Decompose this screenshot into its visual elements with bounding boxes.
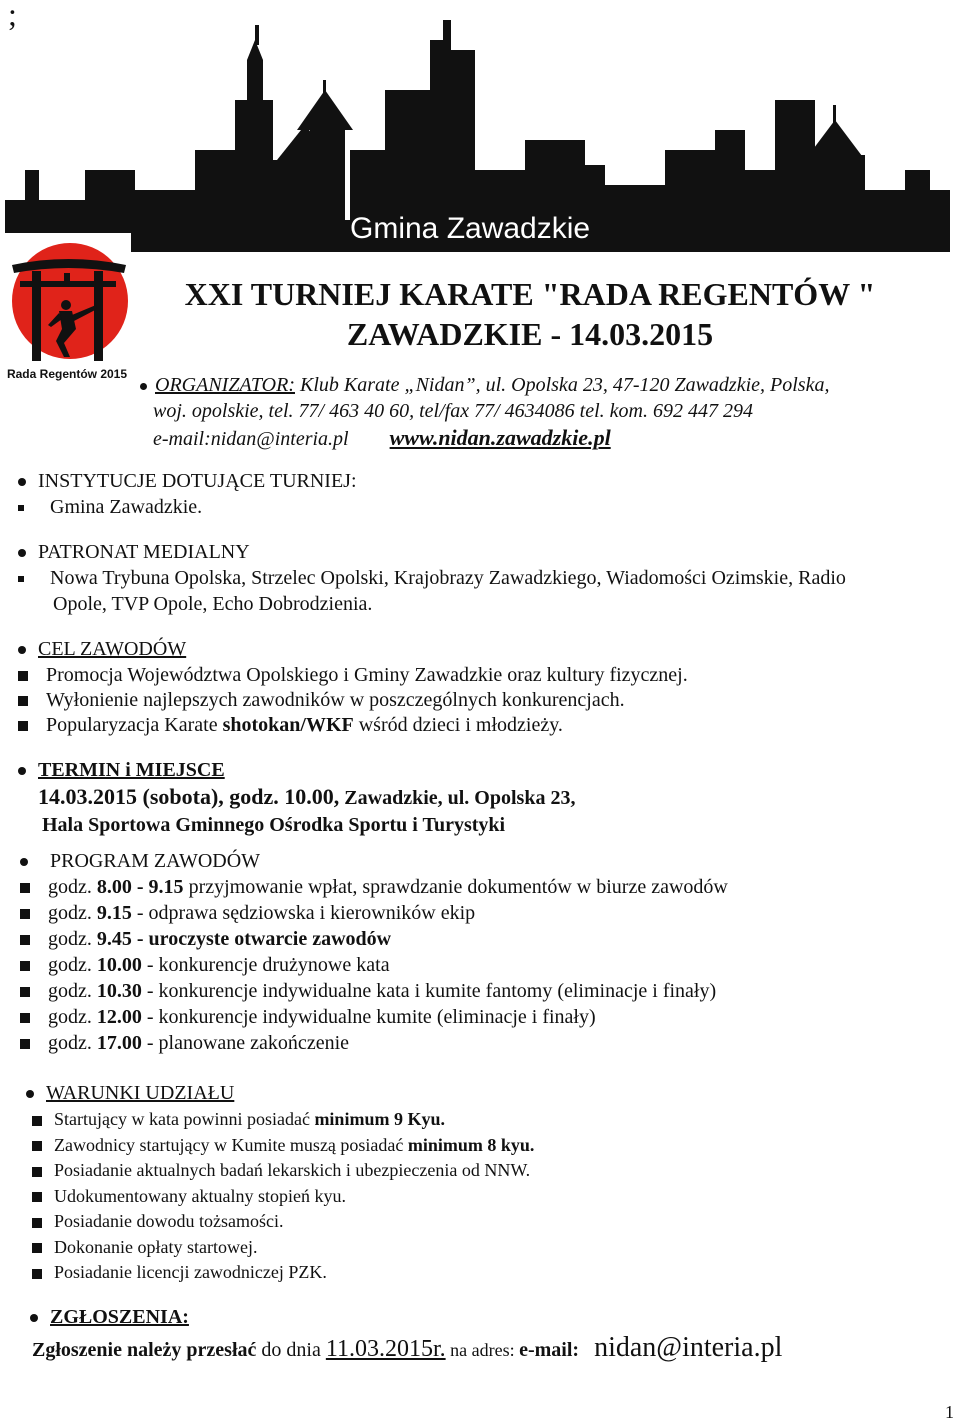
patronat-line2: Opole, TVP Opole, Echo Dobrodzienia. bbox=[53, 593, 373, 615]
section-dotujace-heading: INSTYTUCJE DOTUJĄCE TURNIEJ: bbox=[18, 468, 357, 494]
square-bullet-icon bbox=[32, 1167, 42, 1177]
square-bullet-icon bbox=[20, 909, 30, 919]
square-bullet-icon bbox=[32, 1141, 42, 1151]
skyline-banner bbox=[5, 20, 950, 252]
square-bullet-icon bbox=[32, 1218, 42, 1228]
organizer-label: ORGANIZATOR: bbox=[155, 374, 295, 396]
square-bullet-icon bbox=[18, 721, 28, 731]
section-program-heading: PROGRAM ZAWODÓW bbox=[20, 848, 260, 874]
warunki-item: Posiadanie licencji zawodniczej PZK. bbox=[32, 1259, 327, 1285]
page-number: 1 bbox=[945, 1402, 954, 1422]
square-bullet-icon bbox=[18, 696, 28, 706]
square-bullet-icon bbox=[20, 1013, 30, 1023]
event-logo bbox=[4, 233, 131, 385]
bullet-icon bbox=[18, 646, 26, 654]
cel-item: Popularyzacja Karate shotokan/WKF wśród dzieci i młodzieży. bbox=[18, 712, 563, 738]
organizer-www-link[interactable]: www.nidan.zawadzkie.pl bbox=[389, 425, 611, 450]
warunki-item: Startujący w kata powinni posiadać minimum 9 Kyu. bbox=[32, 1106, 445, 1132]
program-item: godz. 8.00 - 9.15 przyjmowanie wpłat, sprawdzanie dokumentów w biurze zawodów bbox=[20, 874, 728, 900]
section-zgloszenia-heading: ZGŁOSZENIA: bbox=[30, 1304, 189, 1330]
square-bullet-icon bbox=[18, 505, 24, 511]
square-bullet-icon bbox=[32, 1243, 42, 1253]
bullet-icon bbox=[140, 383, 147, 390]
bullet-icon bbox=[20, 858, 28, 866]
warunki-item: Udokumentowany aktualny stopień kyu. bbox=[32, 1183, 346, 1209]
skyline-label: Gmina Zawadzkie bbox=[350, 212, 591, 245]
program-item: godz. 17.00 - planowane zakończenie bbox=[20, 1030, 349, 1056]
termin-date: 14.03.2015 (sobota), godz. 10.00, Zawadzkie, ul. Opolska 23, bbox=[38, 784, 576, 809]
program-item: godz. 12.00 - konkurencje indywidualne kumite (eliminacje i finały) bbox=[20, 1004, 596, 1030]
section-patronat-heading: PATRONAT MEDIALNY bbox=[18, 539, 250, 565]
square-bullet-icon bbox=[32, 1269, 42, 1279]
organizer-line3 bbox=[153, 425, 611, 452]
zgloszenia-text: Zgłoszenie należy przesłać do dnia 11.03.2015r. na adres: e-mail: nidan@interia.pl bbox=[32, 1332, 783, 1363]
square-bullet-icon bbox=[20, 935, 30, 945]
square-bullet-icon bbox=[18, 671, 28, 681]
square-bullet-icon bbox=[18, 576, 24, 582]
organizer-email[interactable]: e-mail:nidan@interia.pl bbox=[153, 428, 349, 450]
leading-mark: ; bbox=[8, 0, 17, 32]
cel-item: Promocja Województwa Opolskiego i Gminy Zawadzkie oraz kultury fizycznej. bbox=[18, 662, 688, 688]
warunki-item: Zawodnicy startujący w Kumite muszą posiadać minimum 8 kyu. bbox=[32, 1132, 534, 1158]
square-bullet-icon bbox=[20, 1039, 30, 1049]
warunki-item: Posiadanie aktualnych badań lekarskich i ubezpieczenia od NNW. bbox=[32, 1157, 530, 1183]
square-bullet-icon bbox=[20, 987, 30, 997]
bullet-icon bbox=[18, 767, 26, 775]
page-title-line1: XXI TURNIEJ KARATE "RADA REGENTÓW " bbox=[184, 276, 876, 312]
bullet-icon bbox=[26, 1090, 34, 1098]
cel-item: Wyłonienie najlepszych zawodników w poszczególnych konkurencjach. bbox=[18, 687, 625, 713]
zgloszenia-email[interactable]: nidan@interia.pl bbox=[594, 1332, 783, 1363]
patronat-line1: Nowa Trybuna Opolska, Strzelec Opolski, Krajobrazy Zawadzkiego, Wiadomości Ozimskie, Radio bbox=[18, 565, 846, 591]
square-bullet-icon bbox=[20, 961, 30, 971]
logo-label: Rada Regentów 2015 bbox=[6, 367, 128, 381]
organizer-address: Klub Karate „Nidan”, ul. Opolska 23, 47-120 Zawadzkie, Polska, bbox=[295, 374, 830, 396]
section-termin-heading: TERMIN i MIEJSCE bbox=[18, 757, 225, 783]
square-bullet-icon bbox=[20, 883, 30, 893]
warunki-item: Posiadanie dowodu tożsamości. bbox=[32, 1208, 283, 1234]
program-item: godz. 10.00 - konkurencje drużynowe kata bbox=[20, 952, 390, 978]
warunki-item: Dokonanie opłaty startowej. bbox=[32, 1234, 257, 1260]
section-cel-heading: CEL ZAWODÓW bbox=[18, 636, 186, 662]
termin-hall: Hala Sportowa Gminnego Ośrodka Sportu i Turystyki bbox=[42, 814, 506, 836]
square-bullet-icon bbox=[32, 1192, 42, 1202]
program-item: godz. 9.15 - odprawa sędziowska i kierowników ekip bbox=[20, 900, 475, 926]
square-bullet-icon bbox=[32, 1116, 42, 1126]
page-title-line2: ZAWADZKIE - 14.03.2015 bbox=[346, 316, 714, 352]
bullet-icon bbox=[18, 549, 26, 557]
dotujace-item: Gmina Zawadzkie. bbox=[18, 494, 202, 520]
organizer-line1 bbox=[140, 372, 829, 398]
organizer-line2: woj. opolskie, tel. 77/ 463 40 60, tel/fax 77/ 4634086 tel. kom. 692 447 294 bbox=[153, 400, 753, 422]
bullet-icon bbox=[18, 478, 26, 486]
program-item: godz. 10.30 - konkurencje indywidualne kata i kumite fantomy (eliminacje i finały) bbox=[20, 978, 716, 1004]
section-warunki-heading: WARUNKI UDZIAŁU bbox=[26, 1080, 234, 1106]
bullet-icon bbox=[30, 1314, 38, 1322]
program-item: godz. 9.45 - uroczyste otwarcie zawodów bbox=[20, 926, 391, 952]
